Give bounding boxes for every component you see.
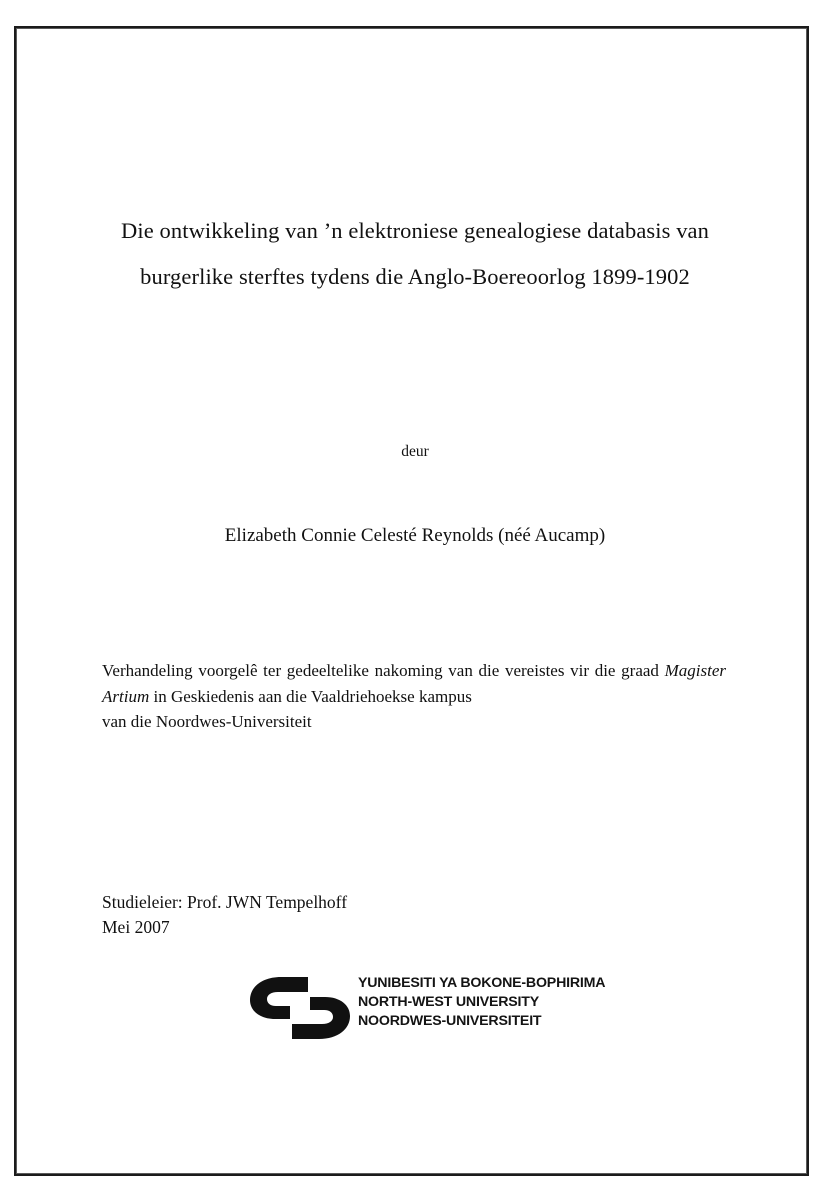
north-west-university-logo-icon (248, 975, 352, 1041)
submission-statement (102, 658, 726, 735)
by-label: deur (401, 443, 429, 460)
supervisor-line: Studieleier: Prof. JWN Tempelhoff (102, 892, 348, 912)
university-logo (248, 971, 608, 1045)
logo-text-line-2: NORTH-WEST UNIVERSITY (358, 994, 540, 1010)
title-line-1: Die ontwikkeling van ’n elektroniese genealogiese databasis van (121, 218, 709, 243)
title-line-2: burgerlike sterftes tydens die Anglo-Boereoorlog 1899-1902 (140, 264, 690, 289)
page-title (100, 208, 730, 300)
submission-part-1: Verhandeling voorgelê ter gedeeltelike nakoming van die vereistes vir die graad (102, 661, 665, 680)
degree-name: Magister Artium (102, 661, 726, 706)
date-line: Mei 2007 (102, 917, 170, 937)
submission-paragraph-2: van die Noordwes-Universiteit (102, 712, 312, 731)
university-logo-text (358, 974, 608, 1031)
logo-text-line-3: NOORDWES-UNIVERSITEIT (358, 1013, 542, 1029)
title-page-content (100, 28, 730, 1168)
author-name: Elizabeth Connie Celesté Reynolds (néé Aucamp) (224, 525, 606, 546)
submission-part-2: in Geskiedenis aan die Vaaldriehoekse kampus (149, 686, 472, 706)
supervisor-block (102, 890, 602, 940)
logo-text-line-1: YUNIBESITI YA BOKONE-BOPHIRIMA (358, 975, 606, 991)
submission-paragraph (102, 658, 726, 709)
